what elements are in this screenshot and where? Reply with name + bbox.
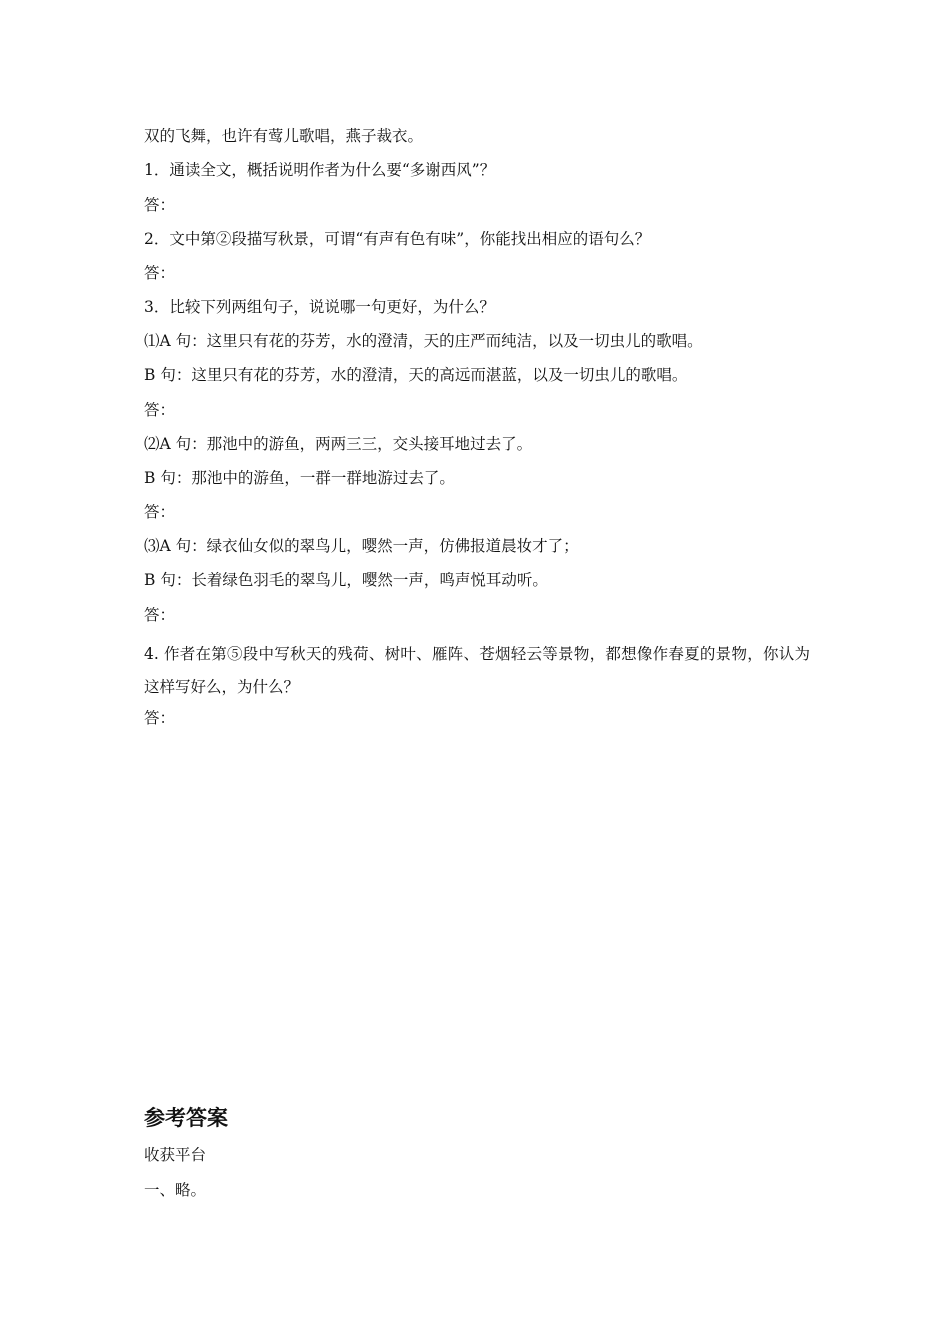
q3-2-sentence-b: B 句：那池中的游鱼，一群一群地游过去了。 bbox=[144, 469, 455, 487]
answer-item-1: 一、略。 bbox=[144, 1181, 207, 1199]
answers-heading: 参考答案 bbox=[144, 1106, 228, 1130]
q3-3-sentence-b: B 句：长着绿色羽毛的翠鸟儿，嘤然一声，鸣声悦耳动听。 bbox=[144, 571, 548, 589]
q3-2-sentence-a: ⑵A 句：那池中的游鱼，两两三三，交头接耳地过去了。 bbox=[144, 435, 533, 453]
answer-label-4: 答： bbox=[144, 709, 176, 727]
q3-1-sentence-b: B 句：这里只有花的芬芳，水的澄清，天的高远而湛蓝，以及一切虫儿的歌唱。 bbox=[144, 366, 688, 384]
question-3: 3．比较下列两组句子，说说哪一句更好，为什么？ bbox=[144, 298, 495, 316]
q3-1-sentence-a: ⑴A 句：这里只有花的芬芳，水的澄清，天的庄严而纯洁，以及一切虫儿的歌唱。 bbox=[144, 332, 703, 350]
answer-label-3-3: 答： bbox=[144, 606, 176, 624]
answer-label-1: 答： bbox=[144, 196, 176, 214]
answer-label-3-1: 答： bbox=[144, 401, 176, 419]
q3-3-sentence-a: ⑶A 句：绿衣仙女似的翠鸟儿，嘤然一声，仿佛报道晨妆才了； bbox=[144, 537, 579, 555]
answer-label-3-2: 答： bbox=[144, 503, 176, 521]
question-1: 1．通读全文，概括说明作者为什么要“多谢西风”？ bbox=[144, 161, 496, 179]
answer-label-2: 答： bbox=[144, 264, 176, 282]
passage-tail-line: 双的飞舞，也许有莺儿歌唱，燕子裁衣。 bbox=[144, 127, 424, 145]
question-2: 2．文中第②段描写秋景，可谓“有声有色有味”，你能找出相应的语句么？ bbox=[144, 230, 651, 248]
answers-section-title: 收获平台 bbox=[144, 1146, 207, 1164]
question-4: 4. 作者在第⑤段中写秋天的残荷、树叶、雁阵、苍烟轻云等景物，都想像作春夏的景物，你认为这样写好么，为什么？ bbox=[144, 645, 810, 696]
